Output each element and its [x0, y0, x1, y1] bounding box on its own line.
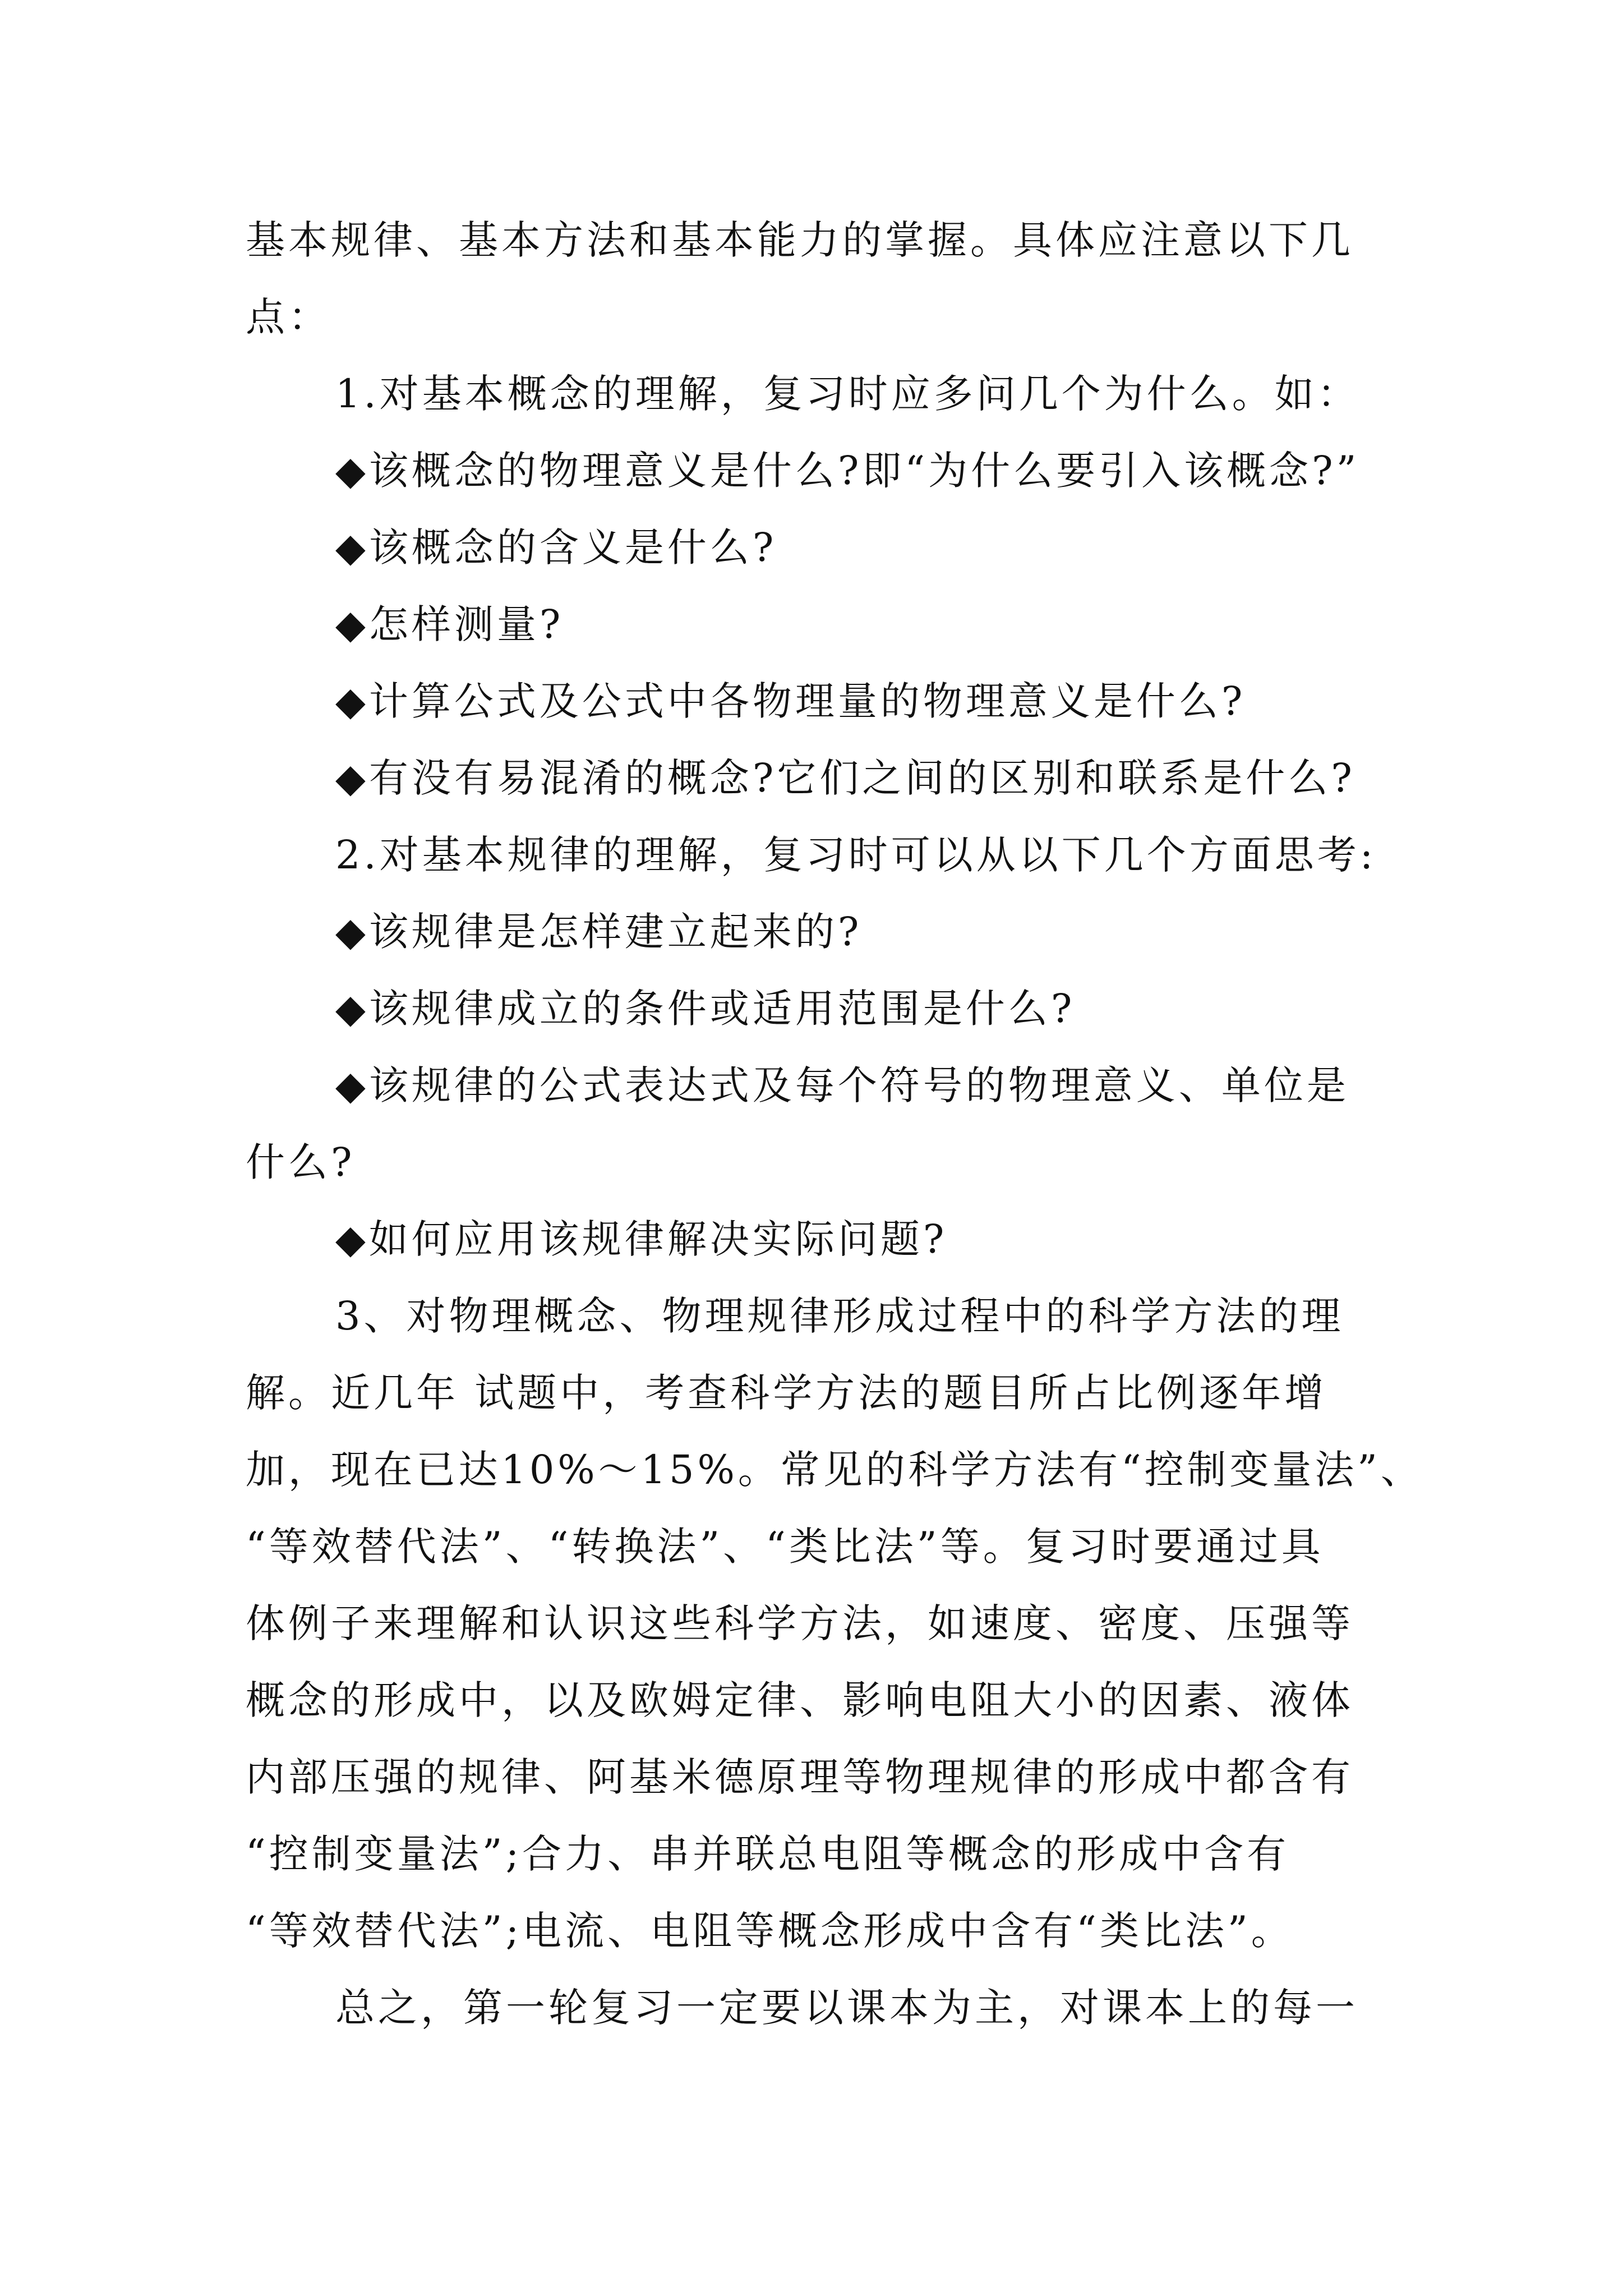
text-line: ◆该规律是怎样建立起来的?	[335, 909, 863, 955]
text-line: “等效替代法”、“转换法”、“类比法”等。复习时要通过具	[246, 1524, 1324, 1570]
text-line: 加，现在已达10%～15%。常见的科学方法有“控制变量法”、	[246, 1447, 1423, 1493]
text-line: 概念的形成中，以及欧姆定律、影响电阻大小的因素、液体	[246, 1677, 1354, 1723]
text-line: 点：	[246, 294, 331, 340]
body-text	[246, 202, 1423, 2046]
text-line: 基本规律、基本方法和基本能力的掌握。具体应注意以下几	[246, 217, 1354, 263]
text-line: 3、对物理概念、物理规律形成过程中的科学方法的理	[335, 1293, 1344, 1339]
text-line: ◆如何应用该规律解决实际问题?	[335, 1216, 948, 1262]
text-line: 解。近几年 试题中，考查科学方法的题目所占比例逐年增	[246, 1370, 1327, 1416]
text-line: 内部压强的规律、阿基米德原理等物理规律的形成中都含有	[246, 1754, 1354, 1800]
text-line: “控制变量法”;合力、串并联总电阻等概念的形成中含有	[246, 1831, 1290, 1877]
text-line: ◆计算公式及公式中各物理量的物理意义是什么?	[335, 678, 1246, 724]
text-line: ◆有没有易混淆的概念?它们之间的区别和联系是什么?	[335, 755, 1355, 801]
text-line: 1.对基本概念的理解，复习时应多问几个为什么。如：	[335, 371, 1360, 417]
text-line: ◆该概念的含义是什么?	[335, 524, 777, 570]
text-line: ◆怎样测量?	[335, 601, 564, 647]
text-line: “等效替代法”;电流、电阻等概念形成中含有“类比法”。	[246, 1908, 1294, 1954]
text-line: 2.对基本规律的理解，复习时可以从以下几个方面思考:	[335, 832, 1377, 878]
text-line: 总之，第一轮复习一定要以课本为主，对课本上的每一	[335, 1985, 1358, 2031]
text-line: ◆该规律成立的条件或适用范围是什么?	[335, 986, 1076, 1032]
text-line: ◆该规律的公式表达式及每个符号的物理意义、单位是	[335, 1062, 1349, 1108]
text-line: ◆该概念的物理意义是什么?即“为什么要引入该概念?”	[335, 448, 1360, 494]
text-line: 体例子来理解和认识这些科学方法，如速度、密度、压强等	[246, 1600, 1354, 1646]
text-line: 什么?	[246, 1139, 356, 1185]
